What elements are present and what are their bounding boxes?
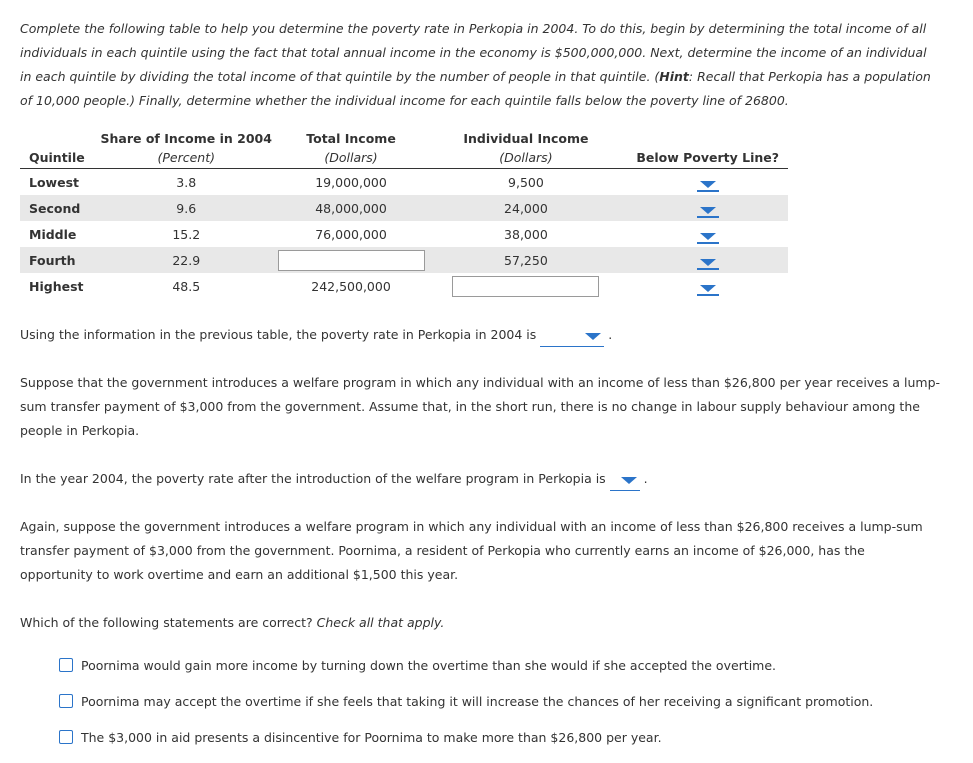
option-2[interactable] <box>59 692 873 710</box>
option-1[interactable] <box>59 656 776 674</box>
share-value: 48.5 <box>172 278 201 294</box>
table-row <box>20 221 788 247</box>
checkbox[interactable] <box>59 730 73 744</box>
individual-income-input-highest[interactable] <box>452 276 599 297</box>
checkbox[interactable] <box>59 694 73 708</box>
header-quintile: Quintile <box>20 146 95 169</box>
poverty-dropdown-lowest[interactable] <box>697 176 719 192</box>
question-statements <box>20 611 940 635</box>
question-statements-text: Which of the following statements are correct? <box>20 615 313 630</box>
header-share: Share of Income in 2004 <box>100 131 272 146</box>
total-income-value: 76,000,000 <box>315 226 387 242</box>
option-label: Poornima may accept the overtime if she feels that taking it will increase the chances of her receiving a significant promotion. <box>81 693 874 709</box>
total-income-input-fourth[interactable] <box>278 250 425 271</box>
option-3[interactable] <box>59 728 662 746</box>
total-income-value: 242,500,000 <box>311 278 391 294</box>
share-value: 3.8 <box>176 174 197 190</box>
quintile-name: Lowest <box>29 174 79 190</box>
header-total: Total Income <box>306 131 396 146</box>
option-label: The $3,000 in aid presents a disincentive for Poornima to make more than $26,800 per year. <box>81 729 662 745</box>
table-row <box>20 247 788 273</box>
total-income-value: 19,000,000 <box>315 174 387 190</box>
chevron-down-icon <box>621 477 637 484</box>
overtime-paragraph: Again, suppose the government introduces a welfare program in which any individual with an income of less than $26,800 receives a lump-sum transfer payment of $3,000 from the government. Poornima, a resident of Perkopia who currently earns an income of $26,000, has the opportunity to work overtime and earn an additional $1,500 this year. <box>20 519 923 582</box>
share-value: 9.6 <box>95 195 278 221</box>
quintile-name: Fourth <box>20 247 95 273</box>
table-row <box>20 273 788 299</box>
instructions <box>20 17 940 113</box>
instructions-part2: : Recall that Perkopia has a population of 10,000 people.) Finally, determine whether the individual income for each quintile falls below the poverty line of 26800. <box>20 69 931 108</box>
individual-income-value: 9,500 <box>508 174 544 190</box>
table-row <box>20 195 788 221</box>
question-poverty-rate: Using the information in the previous table, the poverty rate in Perkopia in 2004 is . <box>20 323 940 347</box>
header-individual: Individual Income <box>463 131 589 146</box>
individual-income-value: 24,000 <box>425 195 628 221</box>
welfare-paragraph: Suppose that the government introduces a welfare program in which any individual with an income of less than $26,800 per year receives a lump-sum transfer payment of $3,000 from the government. Assume that, in the short run, there is no change in labour supply behaviour among the people in Perkopia. <box>20 375 941 438</box>
question-poverty-rate-after: In the year 2004, the poverty rate after the introduction of the welfare program in Perkopia is . <box>20 467 940 491</box>
checkbox[interactable] <box>59 658 73 672</box>
poverty-rate-after-dropdown[interactable] <box>610 474 640 491</box>
chevron-down-icon <box>585 333 601 340</box>
instructions-part1: Complete the following table to help you determine the poverty rate in Perkopia in 2004. To do this, begin by determining the total income of all individuals in each quintile using the fact that total annual income in the economy is $500,000,000. Next, determine the income of an individual in each quintile by dividing the total income of that quintile by the number of people in that quintile. ( <box>20 21 927 84</box>
chevron-down-icon <box>700 181 716 188</box>
quintile-name: Middle <box>29 226 77 242</box>
poverty-dropdown-highest[interactable] <box>697 280 719 296</box>
share-value: 15.2 <box>172 226 201 242</box>
hint-label: Hint <box>659 69 689 84</box>
header-total-unit: (Dollars) <box>278 146 425 169</box>
header-below-poverty: Below Poverty Line? <box>627 146 788 169</box>
quintile-name: Highest <box>29 278 84 294</box>
header-share-unit: (Percent) <box>95 146 278 169</box>
poverty-dropdown-fourth[interactable] <box>697 254 719 270</box>
chevron-down-icon <box>700 285 716 292</box>
chevron-down-icon <box>700 259 716 266</box>
question-poverty-rate-text: Using the information in the previous table, the poverty rate in Perkopia in 2004 is <box>20 327 537 342</box>
quintile-table <box>20 124 788 299</box>
check-all-instruction: Check all that apply. <box>316 615 445 630</box>
poverty-dropdown-second[interactable] <box>697 202 719 218</box>
poverty-rate-dropdown[interactable] <box>540 330 604 347</box>
chevron-down-icon <box>700 207 716 214</box>
question-poverty-rate-after-text: In the year 2004, the poverty rate after the introduction of the welfare program in Perkopia is <box>20 471 606 486</box>
poverty-dropdown-middle[interactable] <box>697 228 719 244</box>
individual-income-value: 57,250 <box>425 247 628 273</box>
quintile-name: Second <box>20 195 95 221</box>
total-income-value: 48,000,000 <box>278 195 425 221</box>
option-label: Poornima would gain more income by turning down the overtime than she would if she accepted the overtime. <box>81 657 777 673</box>
share-value: 22.9 <box>95 247 278 273</box>
table-row <box>20 169 788 196</box>
header-individual-unit: (Dollars) <box>425 146 628 169</box>
individual-income-value: 38,000 <box>504 226 548 242</box>
chevron-down-icon <box>700 233 716 240</box>
